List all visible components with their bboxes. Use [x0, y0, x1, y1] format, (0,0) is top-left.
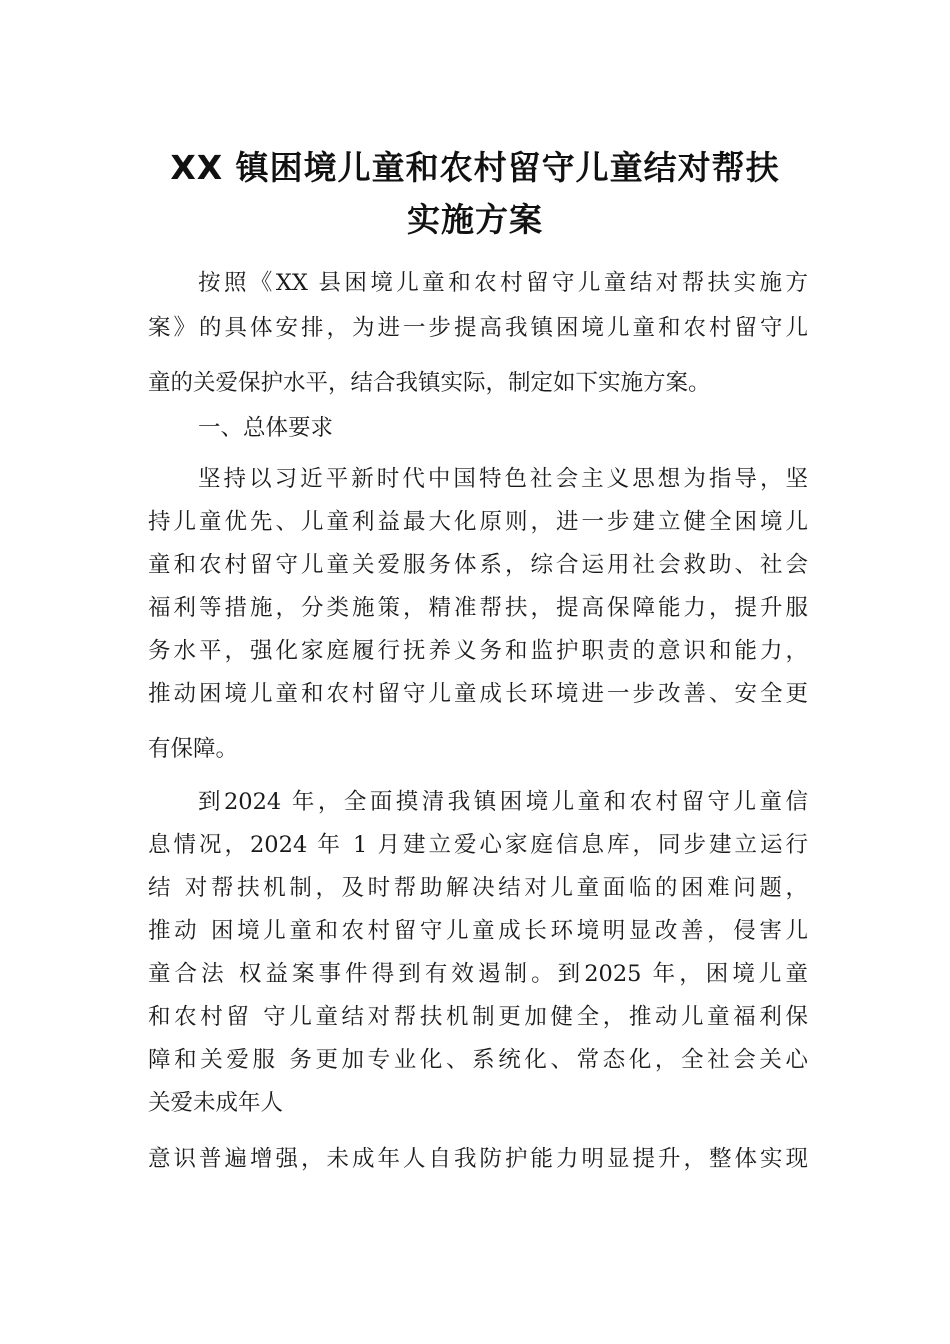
body-line: 和农村留 守儿童结对帮扶机制更加健全，推动儿童福利保 [148, 1004, 808, 1030]
body-line: 结 对帮扶机制，及时帮助解决结对儿童面临的困难问题， [148, 875, 808, 901]
body-line: 按照《XX 县困境儿童和农村留守儿童结对帮扶实施方 [198, 270, 808, 296]
body-line: 意识普遍增强，未成年人自我防护能力明显提升，整体实现 [148, 1146, 808, 1172]
body-line: 到2024 年，全面摸清我镇困境儿童和农村留守儿童信 [198, 789, 808, 815]
body-line: 坚持以习近平新时代中国特色社会主义思想为指导，坚 [198, 466, 808, 492]
body-line: 持儿童优先、儿童利益最大化原则，进一步建立健全困境儿 [148, 509, 808, 535]
document-title-line-2: 实施方案 [407, 200, 543, 239]
body-line: 关爱未成年人 [148, 1090, 284, 1116]
section-heading: 一、总体要求 [198, 415, 334, 441]
body-line: 有保障。 [148, 736, 239, 762]
body-line: 童的关爱保护水平，结合我镇实际，制定如下实施方案。 [148, 370, 711, 396]
body-line: 息情况，2024 年 1 月建立爱心家庭信息库，同步建立运行 [148, 832, 808, 858]
body-line: 福利等措施，分类施策，精准帮扶，提高保障能力，提升服 [148, 595, 808, 621]
body-line: 案》的具体安排，为进一步提高我镇困境儿童和农村留守儿 [148, 315, 808, 341]
body-line: 童和农村留守儿童关爱服务体系，综合运用社会救助、社会 [148, 552, 808, 578]
document-title-line-1: XX 镇困境儿童和农村留守儿童结对帮扶 [170, 148, 780, 187]
body-line: 推动困境儿童和农村留守儿童成长环境进一步改善、安全更 [148, 681, 808, 707]
body-line: 童合法 权益案事件得到有效遏制。到2025 年，困境儿童 [148, 961, 808, 987]
body-line: 障和关爱服 务更加专业化、系统化、常态化，全社会关心 [148, 1047, 808, 1073]
body-line: 推动 困境儿童和农村留守儿童成长环境明显改善，侵害儿 [148, 918, 808, 944]
body-line: 务水平，强化家庭履行抚养义务和监护职责的意识和能力， [148, 638, 808, 664]
